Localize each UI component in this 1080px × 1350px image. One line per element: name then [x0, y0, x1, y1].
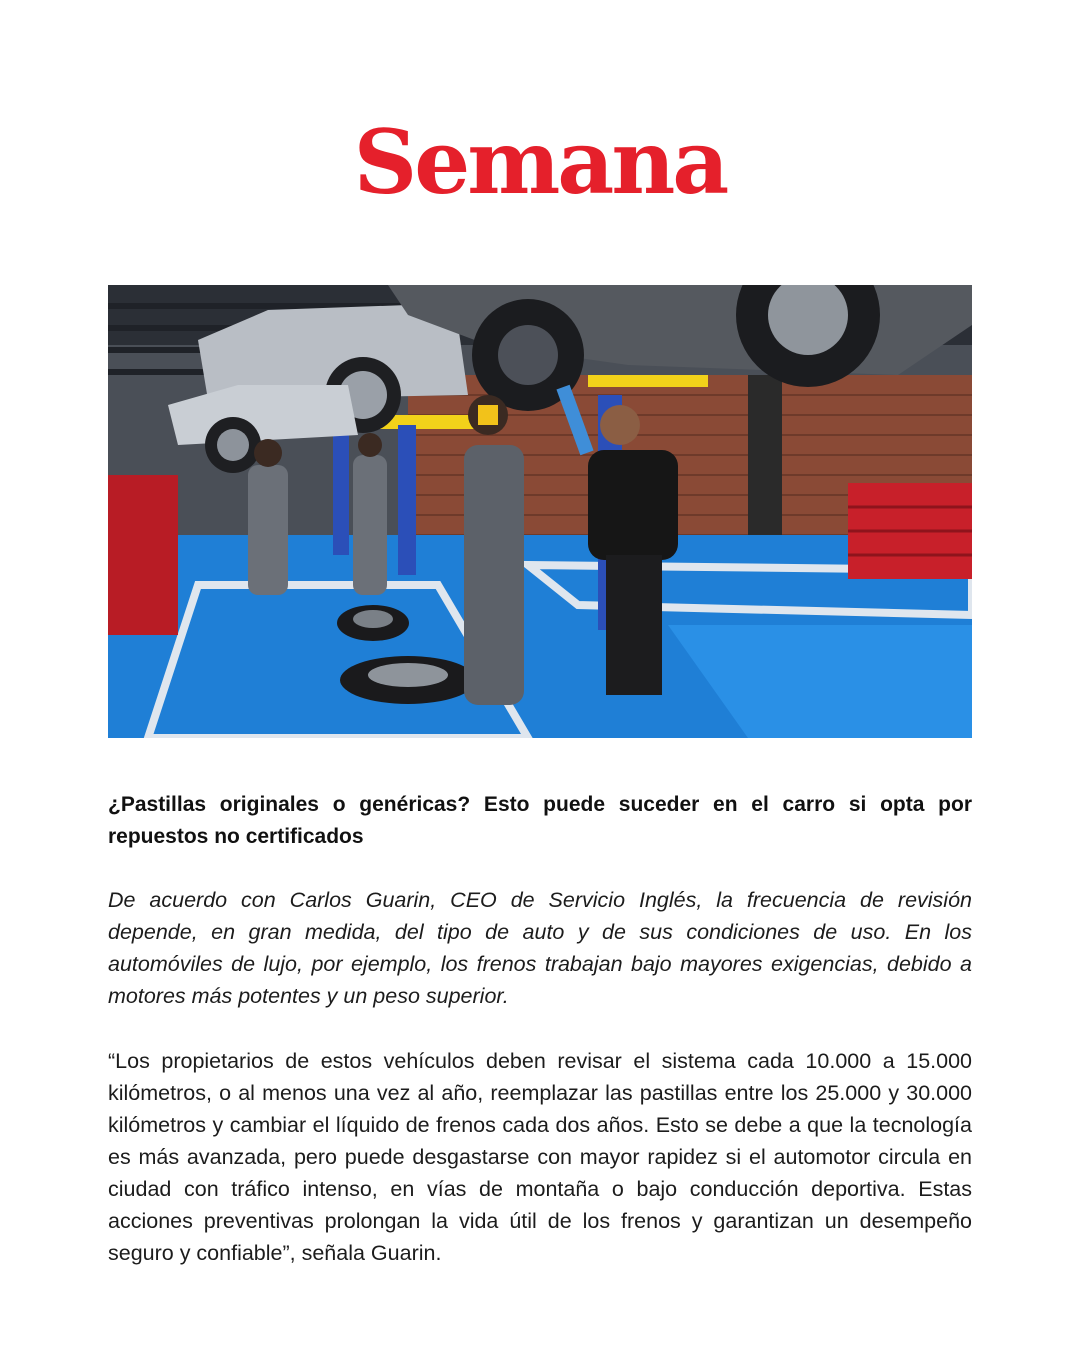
workshop-illustration [108, 285, 972, 738]
article-quote: “Los propietarios de estos vehículos deben revisar el sistema cada 10.000 a 15.000 kilómetros, o al menos una vez al año, reemplazar las pastillas entre los 25.000 y 30.000 kilómetros y cambiar el líquido de frenos cada dos años. Esto se debe a que la tecnología es más avanzada, pero puede desgastarse con mayor rapidez si el automotor circula en ciudad con tráfico intenso, en vías de montaña o bajo conducción deportiva. Estas acciones preventivas prolongan la vida útil de los frenos y garantizan un desempeño seguro y confiable”, señala Guarin. [108, 1049, 972, 1265]
semana-logo: Semana [353, 110, 727, 214]
article-photo [108, 285, 972, 738]
article-headline: ¿Pastillas originales o genéricas? Esto puede suceder en el carro si opta por repuestos no certificados [108, 793, 972, 848]
article-intro: De acuerdo con Carlos Guarin, CEO de Servicio Inglés, la frecuencia de revisión depende, en gran medida, del tipo de auto y de sus condiciones de uso. En los automóviles de lujo, por ejemplo, los frenos trabajan bajo mayores exigencias, debido a motores más potentes y un peso superior. [108, 888, 972, 1008]
